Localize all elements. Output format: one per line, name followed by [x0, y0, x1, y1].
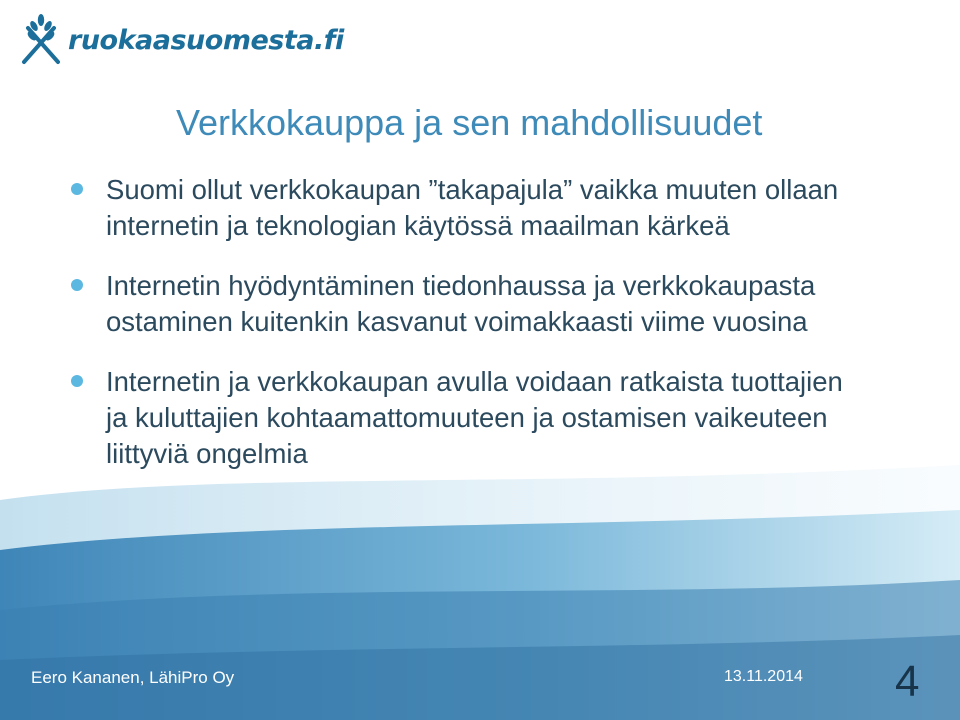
- slide-title: Verkkokauppa ja sen mahdollisuudet: [176, 102, 763, 143]
- bullet-item: [68, 268, 858, 340]
- logo-text: ruokaasuomesta.fi: [68, 24, 344, 56]
- footer-date: 13.11.2014: [724, 668, 803, 685]
- bullet-dot-icon: [71, 279, 83, 291]
- bullet-dot-icon: [71, 375, 83, 387]
- logo[interactable]: [18, 8, 344, 72]
- bullet-dot-icon: [71, 183, 83, 195]
- bullet-item: [68, 172, 858, 244]
- slide-number: 4: [895, 657, 920, 706]
- wheat-fork-knife-icon: [18, 10, 64, 70]
- footer-author: Eero Kananen, LähiPro Oy: [31, 668, 235, 687]
- bullet-text: Internetin hyödyntäminen tiedonhaussa ja verkkokaupasta ostaminen kuitenkin kasvanut voimakkaasti viime vuosina: [106, 270, 816, 337]
- bullet-list: [68, 172, 858, 496]
- bullet-text: Internetin ja verkkokaupan avulla voidaan ratkaista tuottajien ja kuluttajien kohtaamattomuuteen ja ostamisen vaikeuteen liittyviä ongelmia: [106, 366, 843, 469]
- bullet-text: Suomi ollut verkkokaupan ”takapajula” vaikka muuten ollaan internetin ja teknologian käytössä maailman kärkeä: [106, 174, 839, 241]
- bullet-item: [68, 364, 858, 472]
